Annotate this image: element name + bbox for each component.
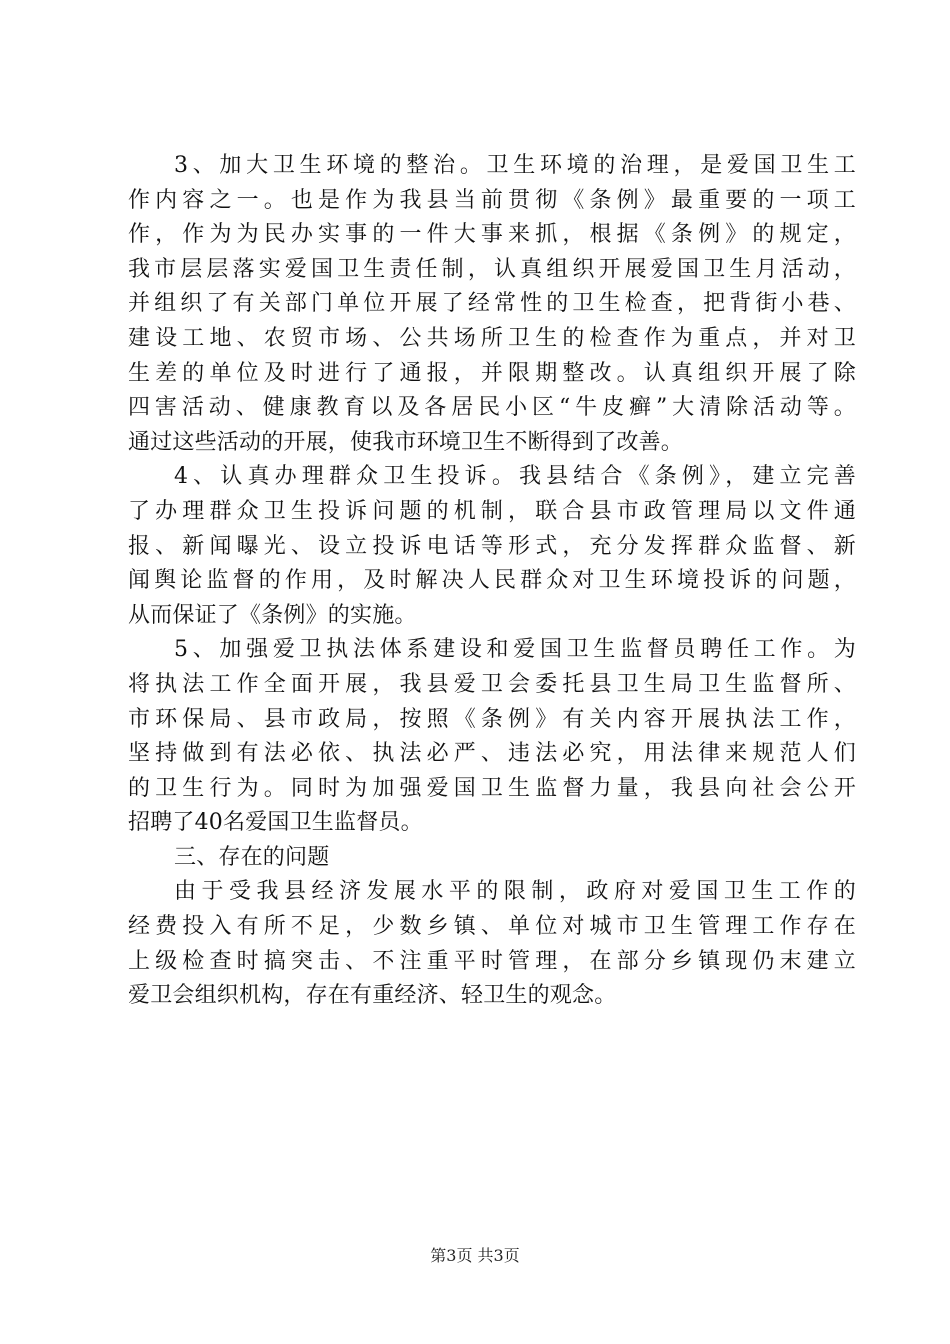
paragraph-complaint-handling <box>128 460 856 633</box>
paragraph-law-enforcement <box>128 633 856 841</box>
text-line: 爱卫会组织机构，存在有重经济、轻卫生的观念。 <box>128 983 617 1009</box>
text-line: 四害活动、健康教育以及各居民小区“牛皮癣”大清除活动等。 <box>128 395 856 421</box>
text-line: 经费投入有所不足，少数乡镇、单位对城市卫生管理工作存在 <box>128 914 856 940</box>
paragraph-existing-problems <box>128 875 856 1013</box>
text-line: 建设工地、农贸市场、公共场所卫生的检查作为重点，并对卫 <box>128 325 856 351</box>
text-line: 的卫生行为。同时为加强爱国卫生监督力量，我县向社会公开 <box>128 775 856 801</box>
text-line: 招聘了40名爱国卫生监督员。 <box>128 810 423 836</box>
text-line: 将执法工作全面开展，我县爱卫会委托县卫生局卫生监督所、 <box>128 671 856 697</box>
text-line: 市环保局、县市政局，按照《条例》有关内容开展执法工作， <box>128 706 856 732</box>
text-line: 我市层层落实爱国卫生责任制，认真组织开展爱国卫生月活动， <box>128 256 856 282</box>
text-line: 3、加大卫生环境的整治。卫生环境的治理，是爱国卫生工 <box>174 153 856 178</box>
document-body <box>128 149 856 1014</box>
text-line: 作内容之一。也是作为我县当前贯彻《条例》最重要的一项工 <box>128 187 856 213</box>
text-line: 了办理群众卫生投诉问题的机制，联合县市政管理局以文件通 <box>128 498 856 524</box>
text-line: 5、加强爱卫执法体系建设和爱国卫生监督员聘任工作。为 <box>174 637 856 663</box>
section-heading: 三、存在的问题 <box>174 844 330 870</box>
text-line: 坚持做到有法必依、执法必严、违法必究，用法律来规范人们 <box>128 741 856 767</box>
page-number-footer: 第3页 共3页 <box>430 1246 520 1265</box>
text-line: 闻舆论监督的作用，及时解决人民群众对卫生环境投诉的问题， <box>128 568 856 594</box>
text-line: 作，作为为民办实事的一件大事来抓，根据《条例》的规定， <box>128 222 856 248</box>
text-line: 生差的单位及时进行了通报，并限期整改。认真组织开展了除 <box>128 360 856 386</box>
text-line: 从而保证了《条例》的实施。 <box>128 602 417 628</box>
paragraph-environment-rectification <box>128 149 856 460</box>
section-heading-problems <box>128 841 856 876</box>
text-line: 并组织了有关部门单位开展了经常性的卫生检查，把背街小巷、 <box>128 291 856 317</box>
text-line: 通过这些活动的开展，使我市环境卫生不断得到了改善。 <box>128 429 684 455</box>
text-line: 上级检查时搞突击、不注重平时管理，在部分乡镇现仍末建立 <box>128 948 856 974</box>
text-line: 4、认真办理群众卫生投诉。我县结合《条例》，建立完善 <box>174 464 856 490</box>
text-line: 报、新闻曝光、设立投诉电话等形式，充分发挥群众监督、新 <box>128 533 856 559</box>
text-line: 由于受我县经济发展水平的限制，政府对爱国卫生工作的 <box>174 879 856 905</box>
